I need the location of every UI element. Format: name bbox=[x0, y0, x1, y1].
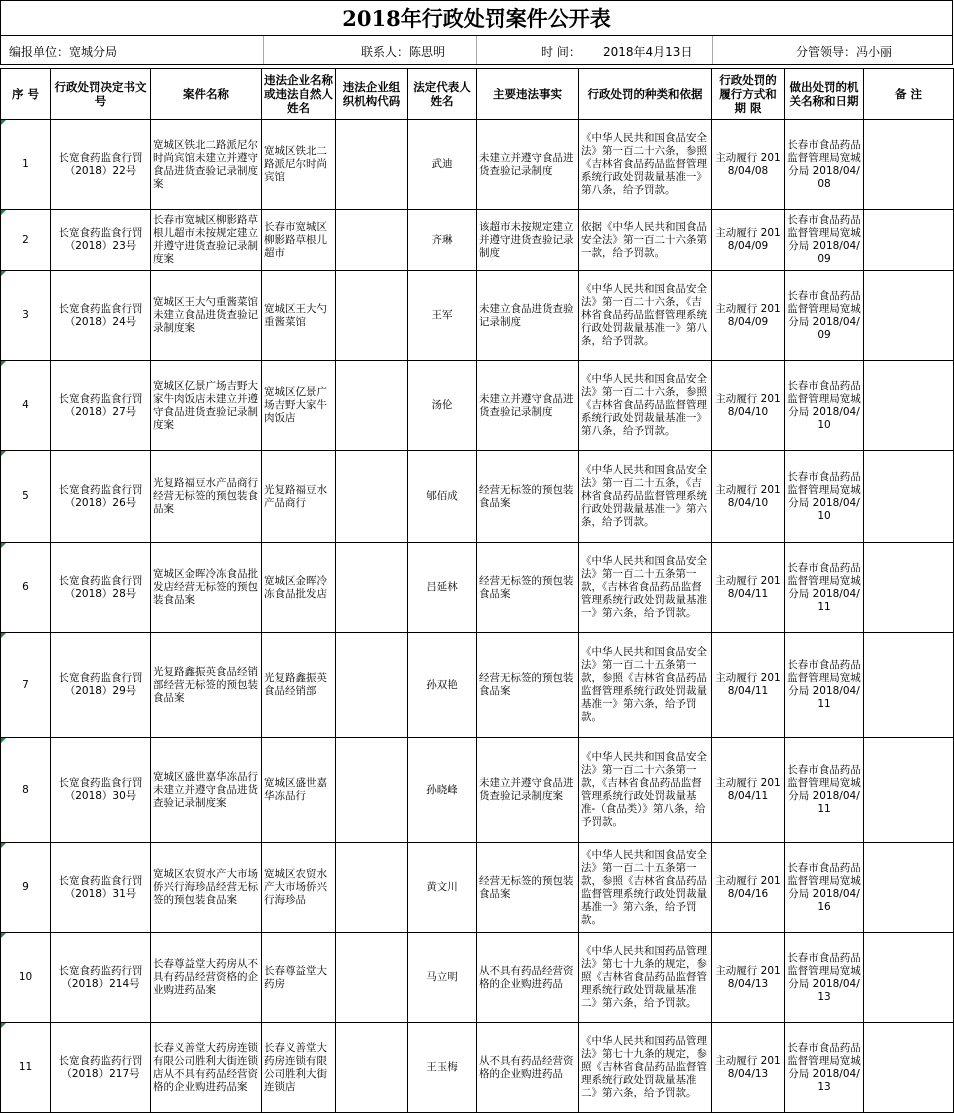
table-row bbox=[1, 1023, 954, 1113]
time-value: 2018年4月13日 bbox=[603, 45, 693, 59]
table-cell-no bbox=[1, 633, 51, 738]
table-cell-method: 主动履行 2018/04/09 bbox=[712, 210, 785, 271]
table-cell-facts: 从不具有药品经营资格的企业购进药品 bbox=[477, 933, 579, 1023]
table-cell-legal-rep: 王玉梅 bbox=[408, 1023, 477, 1113]
table-cell-note bbox=[864, 210, 954, 271]
table-cell-note bbox=[864, 543, 954, 633]
penalty-table bbox=[0, 68, 954, 1113]
table-cell-doc: 长宽食药监食行罚（2018）26号 bbox=[51, 451, 151, 543]
table-cell-person: 长春市宽城区柳影路草根儿超市 bbox=[262, 210, 336, 271]
table-cell-facts: 经营无标签的预包装食品案 bbox=[477, 633, 579, 738]
table-cell-facts: 从不具有药品经营资格的企业购进药品 bbox=[477, 1023, 579, 1113]
table-cell-agency: 长春市食品药品监督管理局宽城分局 2018/04/11 bbox=[785, 543, 864, 633]
table-cell-case: 宽城区金晖冷冻食品批发店经营无标签的预包装食品案 bbox=[151, 543, 262, 633]
table-cell-facts: 该超市未按规定建立并遵守进货查验记录制度 bbox=[477, 210, 579, 271]
table-cell-method: 主动履行 2018/04/10 bbox=[712, 361, 785, 451]
table-cell-no bbox=[1, 361, 51, 451]
table-cell-no bbox=[1, 543, 51, 633]
table-cell-case: 长春尊益堂大药房从不具有药品经营资格的企业购进药品案 bbox=[151, 933, 262, 1023]
table-cell-person: 宽城区铁北二路派尼尔时尚宾馆 bbox=[262, 120, 336, 210]
table-cell-agency: 长春市食品药品监督管理局宽城分局 2018/04/13 bbox=[785, 933, 864, 1023]
table-cell-agency: 长春市食品药品监督管理局宽城分局 2018/04/10 bbox=[785, 361, 864, 451]
table-cell-person: 宽城区盛世嘉华冻品行 bbox=[262, 738, 336, 843]
table-cell-person: 宽城区亿景广场吉野大家牛肉饭店 bbox=[262, 361, 336, 451]
table-cell-basis: 《中华人民共和国食品安全法》第一百二十五条，《吉林省食品药品监督管理系统行政处罚裁量基准一》第六条，给予罚款。 bbox=[579, 451, 712, 543]
row-number: 11 bbox=[18, 1061, 33, 1073]
table-cell-org-code bbox=[336, 361, 408, 451]
table-cell-method: 主动履行 2018/04/09 bbox=[712, 271, 785, 361]
table-cell-method: 主动履行 2018/04/11 bbox=[712, 543, 785, 633]
table-cell-org-code bbox=[336, 120, 408, 210]
page-title: 2018年行政处罚案件公开表 bbox=[0, 0, 953, 35]
table-cell-case: 宽城区铁北二路派尼尔时尚宾馆未建立并遵守食品进货查验记录制度案 bbox=[151, 120, 262, 210]
table-cell-agency: 长春市食品药品监督管理局宽城分局 2018/04/09 bbox=[785, 271, 864, 361]
row-number: 10 bbox=[18, 971, 33, 983]
table-cell-case: 宽城区王大勺重酱菜馆未建立食品进货查验记录制度案 bbox=[151, 271, 262, 361]
cell-comment-marker-icon bbox=[1, 543, 6, 548]
table-cell-org-code bbox=[336, 451, 408, 543]
table-cell-doc: 长宽食药监食行罚（2018）27号 bbox=[51, 361, 151, 451]
table-cell-basis: 《中华人民共和国药品管理法》第七十九条的规定，参照《吉林省食品药品监督管理系统行政处罚裁量基准二》第六条，给予罚款。 bbox=[579, 1023, 712, 1113]
table-cell-doc: 长宽食药监药行罚（2018）217号 bbox=[51, 1023, 151, 1113]
table-cell-case: 光复路福豆水产品商行经营无标签的预包装食品案 bbox=[151, 451, 262, 543]
cell-comment-marker-icon bbox=[1, 933, 6, 938]
table-cell-method: 主动履行 2018/04/16 bbox=[712, 843, 785, 933]
table-row bbox=[1, 451, 954, 543]
cell-comment-marker-icon bbox=[1, 843, 6, 848]
header-note: 备 注 bbox=[864, 69, 954, 120]
header-row bbox=[1, 69, 954, 120]
table-cell-case: 长春义善堂大药房连锁有限公司胜利大街连锁店从不具有药品经营资格的企业购进药品案 bbox=[151, 1023, 262, 1113]
table-cell-method: 主动履行 2018/04/13 bbox=[712, 1023, 785, 1113]
table-cell-agency: 长春市食品药品监督管理局宽城分局 2018/04/08 bbox=[785, 120, 864, 210]
row-number: 4 bbox=[22, 399, 29, 411]
table-cell-org-code bbox=[336, 933, 408, 1023]
table-cell-agency: 长春市食品药品监督管理局宽城分局 2018/04/10 bbox=[785, 451, 864, 543]
table-cell-org-code bbox=[336, 843, 408, 933]
cell-comment-marker-icon bbox=[1, 271, 6, 276]
info-row bbox=[0, 35, 953, 65]
table-cell-note bbox=[864, 361, 954, 451]
table-cell-person: 长春义善堂大药房连锁有限公司胜利大街连锁店 bbox=[262, 1023, 336, 1113]
table-cell-basis: 《中华人民共和国食品安全法》第一百二十五条第一款，《吉林省食品药品监督管理系统行政处罚裁量基准一》第六条，给予罚款。 bbox=[579, 543, 712, 633]
header-legal-rep: 法定代表人姓名 bbox=[408, 69, 477, 120]
table-cell-legal-rep: 王军 bbox=[408, 271, 477, 361]
table-row bbox=[1, 933, 954, 1023]
table-cell-note bbox=[864, 933, 954, 1023]
row-number: 5 bbox=[22, 490, 29, 502]
table-cell-facts: 经营无标签的预包装食品案 bbox=[477, 451, 579, 543]
table-cell-legal-rep: 郇佰成 bbox=[408, 451, 477, 543]
table-cell-basis: 《中华人民共和国食品安全法》第一百二十六条，参照《吉林省食品药品监督管理系统行政处罚裁量基准一》第八条，给予罚款。 bbox=[579, 120, 712, 210]
table-row bbox=[1, 120, 954, 210]
header-org-code: 违法企业组织机构代码 bbox=[336, 69, 408, 120]
table-cell-legal-rep: 吕延林 bbox=[408, 543, 477, 633]
table-cell-facts: 未建立并遵守食品进货查验记录制度案 bbox=[477, 738, 579, 843]
cell-comment-marker-icon bbox=[1, 210, 6, 215]
table-cell-case: 光复路鑫振英食品经销部经营无标签的预包装食品案 bbox=[151, 633, 262, 738]
table-cell-person: 光复路鑫振英食品经销部 bbox=[262, 633, 336, 738]
table-row bbox=[1, 738, 954, 843]
table-cell-no bbox=[1, 120, 51, 210]
table-cell-no bbox=[1, 738, 51, 843]
table-cell-org-code bbox=[336, 271, 408, 361]
table-cell-method: 主动履行 2018/04/11 bbox=[712, 633, 785, 738]
table-row bbox=[1, 210, 954, 271]
table-cell-doc: 长宽食药监食行罚（2018）29号 bbox=[51, 633, 151, 738]
header-basis: 行政处罚的种类和依据 bbox=[579, 69, 712, 120]
table-cell-person: 光复路福豆水产品商行 bbox=[262, 451, 336, 543]
table-cell-method: 主动履行 2018/04/10 bbox=[712, 451, 785, 543]
row-number: 6 bbox=[22, 581, 29, 593]
table-cell-note bbox=[864, 271, 954, 361]
table-cell-agency: 长春市食品药品监督管理局宽城分局 2018/04/16 bbox=[785, 843, 864, 933]
table-cell-basis: 《中华人民共和国食品安全法》第一百二十六条，参照《吉林省食品药品监督管理系统行政处罚裁量基准一》第八条，给予罚款。 bbox=[579, 361, 712, 451]
table-cell-doc: 长宽食药监食行罚（2018）31号 bbox=[51, 843, 151, 933]
reporting-unit: 编报单位：宽城分局 bbox=[9, 45, 118, 59]
table-cell-doc: 长宽食药监食行罚（2018）23号 bbox=[51, 210, 151, 271]
table-cell-basis: 《中华人民共和国食品安全法》第一百二十五条第一款，参照《吉林省食品药品监督管理系统行政处罚裁量基准一》第六条，给予罚款。 bbox=[579, 633, 712, 738]
table-cell-person: 宽城区王大勺重酱菜馆 bbox=[262, 271, 336, 361]
table-cell-legal-rep: 武迪 bbox=[408, 120, 477, 210]
table-cell-legal-rep: 黄文川 bbox=[408, 843, 477, 933]
table-cell-legal-rep: 汤伦 bbox=[408, 361, 477, 451]
table-cell-note bbox=[864, 120, 954, 210]
header-no: 序 号 bbox=[1, 69, 51, 120]
table-cell-legal-rep: 孙晓峰 bbox=[408, 738, 477, 843]
table-cell-doc: 长宽食药监药行罚（2018）214号 bbox=[51, 933, 151, 1023]
header-method: 行政处罚的履行方式和期 限 bbox=[712, 69, 785, 120]
row-number: 8 bbox=[22, 783, 29, 796]
header-person: 违法企业名称或违法自然人姓名 bbox=[262, 69, 336, 120]
table-cell-note bbox=[864, 843, 954, 933]
row-number: 1 bbox=[22, 158, 29, 170]
header-agency: 做出处罚的机关名称和日期 bbox=[785, 69, 864, 120]
table-cell-case: 宽城区盛世嘉华冻品行未建立并遵守食品进货查验记录制度案 bbox=[151, 738, 262, 843]
table-cell-no bbox=[1, 843, 51, 933]
cell-comment-marker-icon bbox=[1, 1023, 6, 1028]
header-case: 案件名称 bbox=[151, 69, 262, 120]
cell-comment-marker-icon bbox=[1, 633, 6, 638]
table-cell-facts: 未建立食品进货查验记录制度 bbox=[477, 271, 579, 361]
table-cell-agency: 长春市食品药品监督管理局宽城分局 2018/04/11 bbox=[785, 738, 864, 843]
cell-comment-marker-icon bbox=[1, 120, 6, 125]
cell-comment-marker-icon bbox=[1, 451, 6, 456]
table-cell-legal-rep: 马立明 bbox=[408, 933, 477, 1023]
table-cell-person: 长春尊益堂大药房 bbox=[262, 933, 336, 1023]
supervising-leader: 分管领导：冯小丽 bbox=[796, 45, 893, 59]
table-cell-no bbox=[1, 271, 51, 361]
table-cell-basis: 《中华人民共和国食品安全法》第一百二十五条第一款，参照《吉林省食品药品监督管理系统行政处罚裁量基准一》第六条，给予罚款。 bbox=[579, 843, 712, 933]
table-cell-org-code bbox=[336, 1023, 408, 1113]
table-cell-org-code bbox=[336, 738, 408, 843]
table-cell-legal-rep: 齐琳 bbox=[408, 210, 477, 271]
table-row bbox=[1, 543, 954, 633]
table-cell-no bbox=[1, 210, 51, 271]
table-cell-facts: 经营无标签的预包装食品案 bbox=[477, 843, 579, 933]
table-cell-note bbox=[864, 1023, 954, 1113]
table-cell-method: 主动履行 2018/04/13 bbox=[712, 933, 785, 1023]
cell-comment-marker-icon bbox=[1, 361, 6, 366]
table-cell-basis: 《中华人民共和国食品安全法》第一百二十六条，《吉林省食品药品监督管理系统行政处罚裁量基准一》第八条，给予罚款。 bbox=[579, 271, 712, 361]
table-cell-org-code bbox=[336, 543, 408, 633]
time-label: 时 间： bbox=[541, 45, 581, 59]
table-cell-facts: 经营无标签的预包装食品案 bbox=[477, 543, 579, 633]
table-cell-doc: 长宽食药监食行罚（2018）30号 bbox=[51, 738, 151, 843]
row-number: 2 bbox=[22, 233, 29, 246]
table-cell-method: 主动履行 2018/04/08 bbox=[712, 120, 785, 210]
table-cell-case: 长春市宽城区柳影路草根儿超市未按规定建立并遵守进货查验记录制度案 bbox=[151, 210, 262, 271]
table-cell-agency: 长春市食品药品监督管理局宽城分局 2018/04/13 bbox=[785, 1023, 864, 1113]
row-number: 9 bbox=[22, 881, 29, 893]
table-row bbox=[1, 271, 954, 361]
header-doc: 行政处罚决定书文号 bbox=[51, 69, 151, 120]
table-cell-legal-rep: 孙双艳 bbox=[408, 633, 477, 738]
table-cell-basis: 依据《中华人民共和国食品安全法》第一百二十六条第一款，给予罚款。 bbox=[579, 210, 712, 271]
table-cell-no bbox=[1, 1023, 51, 1113]
table-cell-person: 宽城区农贸水产大市场侨兴行海珍品 bbox=[262, 843, 336, 933]
table-row bbox=[1, 361, 954, 451]
table-cell-basis: 《中华人民共和国食品安全法》第一百二十六条第一款，《吉林省食品药品监督管理系统行政处罚裁量基准-（食品类）》第八条，给予罚款。 bbox=[579, 738, 712, 843]
cell-comment-marker-icon bbox=[1, 738, 6, 743]
table-cell-case: 宽城区农贸水产大市场侨兴行海珍品经营无标签的预包装食品案 bbox=[151, 843, 262, 933]
table-cell-agency: 长春市食品药品监督管理局宽城分局 2018/04/09 bbox=[785, 210, 864, 271]
table-cell-note bbox=[864, 633, 954, 738]
table-row bbox=[1, 843, 954, 933]
table-cell-org-code bbox=[336, 633, 408, 738]
row-number: 3 bbox=[22, 309, 29, 321]
table-cell-doc: 长宽食药监食行罚（2018）28号 bbox=[51, 543, 151, 633]
table-cell-basis: 《中华人民共和国药品管理法》第七十九条的规定，参照《吉林省食品药品监督管理系统行政处罚裁量基准二》第六条，给予罚款。 bbox=[579, 933, 712, 1023]
table-cell-person: 宽城区金晖冷冻食品批发店 bbox=[262, 543, 336, 633]
table-cell-facts: 未建立并遵守食品进货查验记录制度 bbox=[477, 361, 579, 451]
table-cell-method: 主动履行 2018/04/11 bbox=[712, 738, 785, 843]
table-cell-facts: 未建立并遵守食品进货查验记录制度 bbox=[477, 120, 579, 210]
table-cell-doc: 长宽食药监食行罚（2018）24号 bbox=[51, 271, 151, 361]
table-cell-no bbox=[1, 451, 51, 543]
table-row bbox=[1, 633, 954, 738]
contact-person: 联系人：陈思明 bbox=[361, 45, 446, 59]
table-cell-note bbox=[864, 451, 954, 543]
header-facts: 主要违法事实 bbox=[477, 69, 579, 120]
row-number: 7 bbox=[22, 678, 29, 691]
table-cell-agency: 长春市食品药品监督管理局宽城分局 2018/04/11 bbox=[785, 633, 864, 738]
table-cell-note bbox=[864, 738, 954, 843]
table-cell-case: 宽城区亿景广场吉野大家牛肉饭店未建立并遵守食品进货查验记录制度案 bbox=[151, 361, 262, 451]
table-cell-doc: 长宽食药监食行罚（2018）22号 bbox=[51, 120, 151, 210]
table-cell-org-code bbox=[336, 210, 408, 271]
table-cell-no bbox=[1, 933, 51, 1023]
